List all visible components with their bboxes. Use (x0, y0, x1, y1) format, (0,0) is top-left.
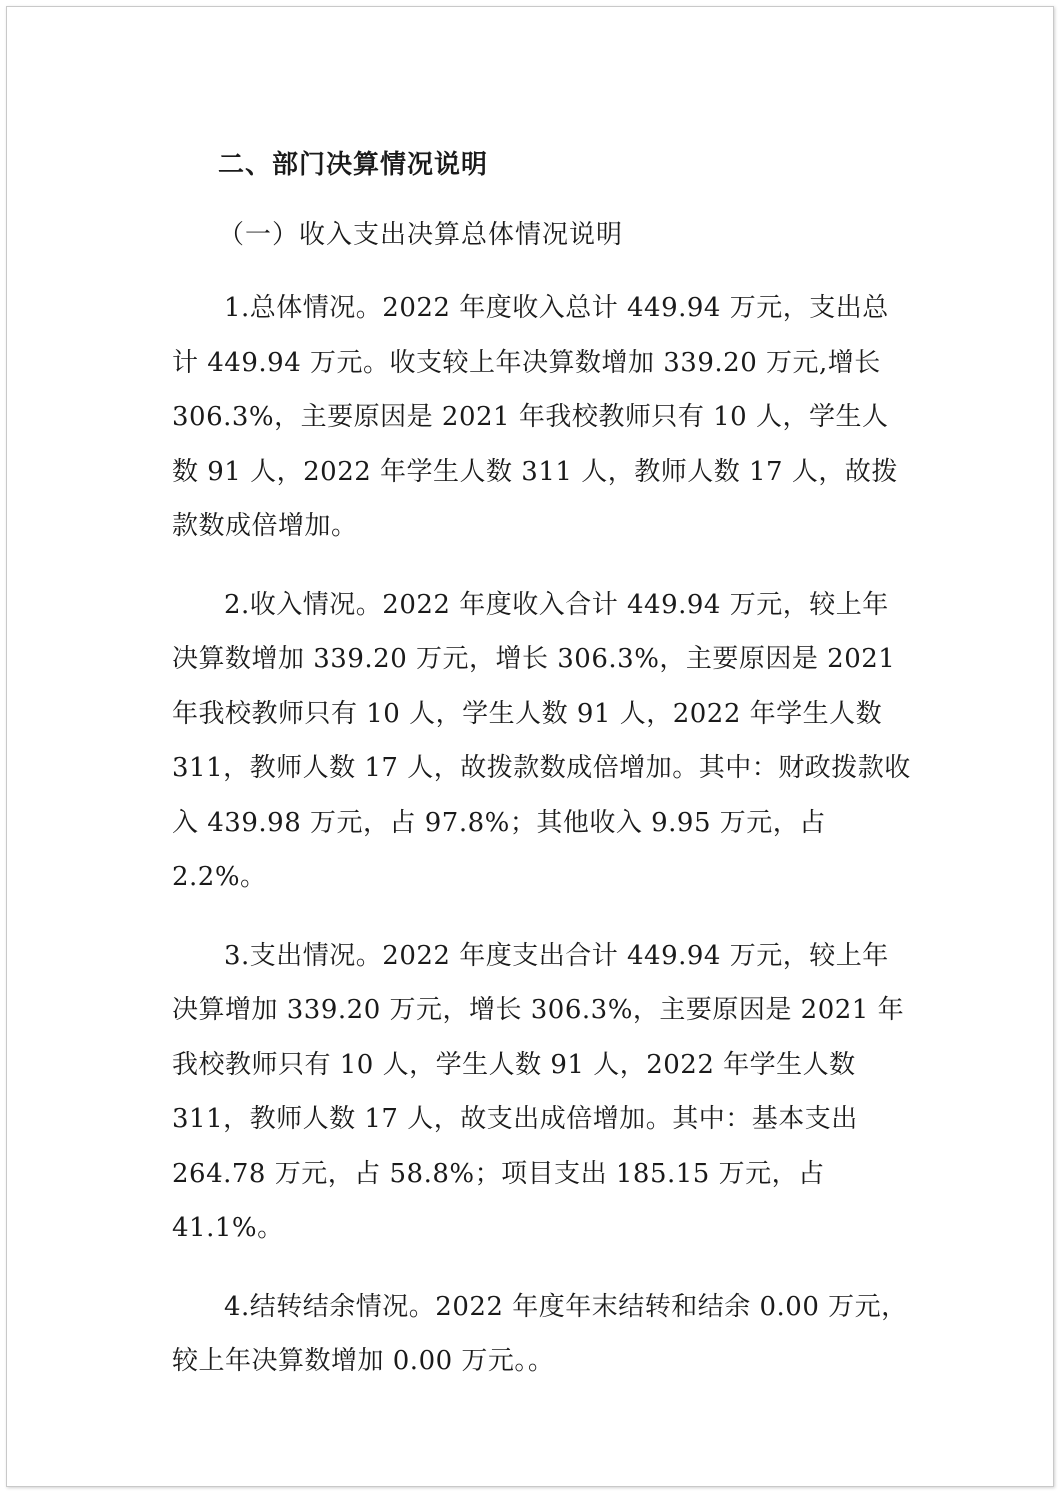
paragraph-income: 2.收入情况。2022 年度收入合计 449.94 万元，较上年决算数增加 339.20 万元，增长 306.3%，主要原因是 2021 年我校教师只有 10 人，学生人数 91 人，2022 年学生人数 311，教师人数 17 人，故拨款数成倍增加。其中：财政拨款收入 439.98 万元，占 97.8%；其他收入 9.95 万元，占 2.2%。 (172, 589, 911, 892)
document-page (6, 6, 1054, 1487)
section-heading: 二、部门决算情况说明 (218, 150, 489, 180)
subsection-heading: （一）收入支出决算总体情况说明 (218, 220, 624, 250)
paragraph-expenditure: 3.支出情况。2022 年度支出合计 449.94 万元，较上年决算增加 339.20 万元，增长 306.3%，主要原因是 2021 年我校教师只有 10 人，学生人数 91 人，2022 年学生人数 311，教师人数 17 人，故支出成倍增加。其中：基本支出 264.78 万元，占 58.8%；项目支出 185.15 万元，占 41.1%。 (172, 940, 905, 1243)
document-body (172, 135, 912, 1413)
paragraph-carryover: 4.结转结余情况。2022 年度年末结转和结余 0.00 万元，较上年决算数增加 0.00 万元。。 (172, 1291, 908, 1376)
paragraph-overall: 1.总体情况。2022 年度收入总计 449.94 万元，支出总计 449.94 万元。收支较上年决算数增加 339.20 万元,增长 306.3%，主要原因是 2021 年我校教师只有 10 人，学生人数 91 人，2022 年学生人数 311 人，教师人数 17 人，故拨款数成倍增加。 (172, 293, 898, 541)
